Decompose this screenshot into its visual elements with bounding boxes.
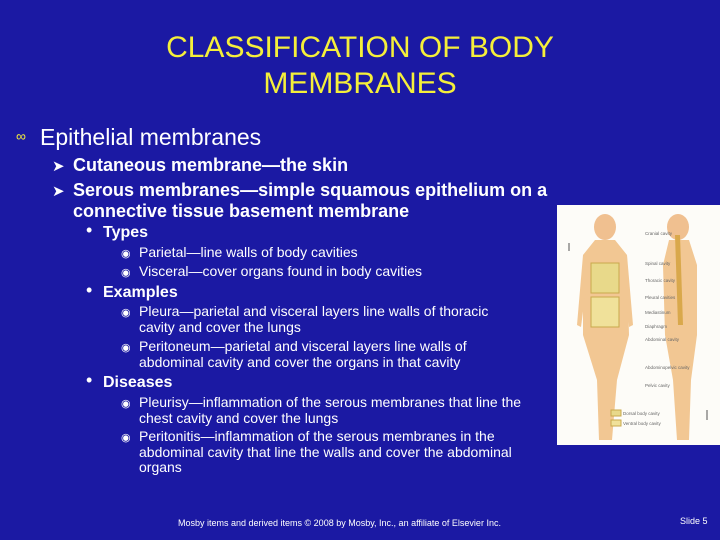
examples-label: Examples (103, 284, 178, 301)
svg-text:Cranial cavity: Cranial cavity (645, 231, 673, 236)
examples-item-2: Peritoneum—parietal and visceral layers line walls of abdominal cavity and cover the organs in that cavity (139, 338, 467, 370)
level1-heading: Epithelial membranes (40, 124, 262, 150)
svg-text:Dorsal body cavity: Dorsal body cavity (623, 411, 660, 416)
circle-bullet-icon: ◉ (121, 398, 131, 410)
diseases-item-1: Pleurisy—inflammation of the serous membranes that line the chest cavity and cover the lungs (139, 394, 522, 426)
svg-text:Pleural cavities: Pleural cavities (645, 295, 676, 300)
diseases-label: Diseases (103, 374, 173, 391)
title-line-2: MEMBRANES (263, 67, 457, 100)
body-cavities-figure (557, 205, 720, 445)
circle-bullet-icon: ◉ (121, 248, 131, 260)
copyright-footer: Mosby items and derived items © 2008 by Mosby, Inc., an affiliate of Elsevier Inc. (178, 518, 501, 528)
dot-bullet-icon: • (86, 280, 93, 300)
circle-bullet-icon: ◉ (121, 307, 131, 319)
svg-text:Mediastinum: Mediastinum (645, 310, 671, 315)
slide-number: Slide 5 (680, 516, 708, 526)
body-figure-illustration (557, 205, 720, 445)
dot-bullet-icon: • (86, 220, 93, 240)
types-item-2: Visceral—cover organs found in body cavities (139, 263, 423, 279)
types-label: Types (103, 224, 149, 241)
circle-bullet-icon: ◉ (121, 432, 131, 444)
svg-text:Thoracic cavity: Thoracic cavity (645, 278, 676, 283)
level2-item-2: Serous membranes—simple squamous epithelium on a (73, 180, 548, 200)
slide-title (120, 30, 600, 102)
svg-text:Abdominal cavity: Abdominal cavity (645, 337, 680, 342)
svg-text:Abdominopelvic cavity: Abdominopelvic cavity (645, 365, 690, 370)
arrow-bullet-icon: ➤ (52, 158, 65, 175)
level2-item-1: Cutaneous membrane—the skin (73, 155, 349, 175)
arrow-bullet-icon: ➤ (52, 183, 65, 200)
title-line-1: CLASSIFICATION OF BODY (166, 31, 554, 64)
dot-bullet-icon: • (86, 370, 93, 390)
svg-text:Ventral body cavity: Ventral body cavity (623, 421, 661, 426)
diseases-item-2: Peritonitis—inflammation of the serous membranes in the abdominal cavity that line the walls and cover the abdominal organs (139, 428, 512, 475)
types-item-1: Parietal—line walls of body cavities (139, 244, 358, 260)
examples-item-1: Pleura—parietal and visceral layers line walls of thoracic cavity and cover the lungs (139, 303, 489, 335)
svg-text:Spinal cavity: Spinal cavity (645, 261, 671, 266)
svg-text:Pelvic cavity: Pelvic cavity (645, 383, 670, 388)
level2-item-2-cont: connective tissue basement membrane (73, 201, 410, 221)
circle-bullet-icon: ◉ (121, 267, 131, 279)
circle-bullet-icon: ◉ (121, 342, 131, 354)
svg-text:Diaphragm: Diaphragm (645, 324, 668, 329)
bullet-icon: ∞ (16, 128, 26, 144)
